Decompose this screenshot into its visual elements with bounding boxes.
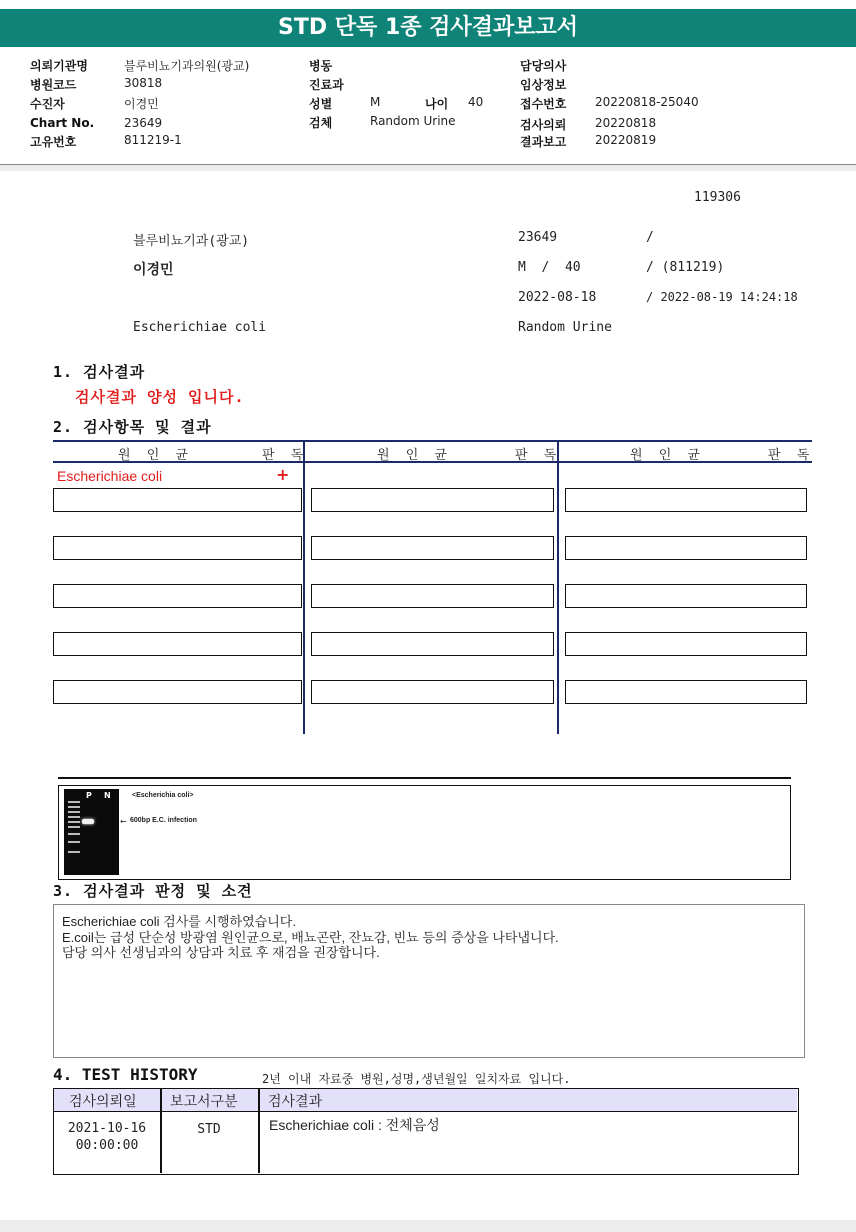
history-row-date: 2021-10-16: [67, 1121, 147, 1136]
gel-ladder-band: [68, 801, 80, 803]
result-cell: [311, 680, 554, 704]
summary-name: 이경민: [133, 262, 174, 278]
section-1-title: 1. 검사결과: [53, 363, 146, 381]
summary-request-date: 2022-08-18: [518, 290, 597, 305]
label-age: 나이: [425, 97, 449, 111]
result-cell: [311, 488, 554, 512]
opinion-line-2: E.coil는 급성 단순성 방광염 원인균으로, 배뇨곤란, 잔뇨감, 빈뇨 등의 증상을 나타냅니다.: [62, 930, 559, 945]
summary-sex-age: M / 40: [518, 260, 581, 275]
label-report-date: 결과보고: [520, 135, 567, 149]
gel-annotation: 600bp E.C. infection: [130, 817, 197, 824]
report-number: 119306: [694, 190, 741, 205]
history-note: 2년 이내 자료중 병원,성명,생년월일 일치자료 입니다.: [262, 1072, 571, 1086]
gel-ladder-band: [68, 851, 80, 853]
summary-slash: /: [646, 230, 654, 245]
gel-image-frame: [58, 785, 791, 880]
opinion-line-3: 담당 의사 선생님과의 상담과 치료 후 재검을 권장합니다.: [62, 945, 380, 960]
header-shade: [0, 165, 856, 171]
result-cell: [53, 680, 302, 704]
label-sex: 성별: [309, 97, 333, 111]
result-cell: [565, 584, 807, 608]
gel-arrow-icon: ←: [120, 817, 127, 826]
gel-ladder-band: [68, 816, 80, 818]
result-cell: [53, 584, 302, 608]
history-row-result: Escherichiae coli : 전체음성: [269, 1117, 440, 1133]
label-institution: 의뢰기관명: [30, 59, 88, 73]
history-header-date: 검사의뢰일: [69, 1093, 137, 1109]
summary-hospital: 블루비뇨기과(광교): [133, 234, 250, 249]
result-cell: [311, 536, 554, 560]
col-header-pathogen-2: 원 인 균: [377, 448, 453, 463]
gel-ladder-band: [68, 841, 80, 843]
gel-ladder-band: [68, 826, 80, 828]
result-cell: [565, 488, 807, 512]
gel-title: <Escherichia coli>: [132, 792, 194, 799]
value-sex: M: [370, 95, 381, 109]
history-col-divider: [258, 1089, 260, 1173]
col-header-pathogen-1: 원 인 균: [118, 448, 194, 463]
history-header-result: 검사결과: [268, 1093, 323, 1109]
label-receipt-no: 접수번호: [520, 97, 567, 111]
value-specimen: Random Urine: [370, 114, 456, 128]
gel-ladder-band: [68, 806, 80, 808]
history-header-type: 보고서구분: [170, 1093, 238, 1109]
section-4-title: 4. TEST HISTORY: [53, 1065, 198, 1084]
gel-ladder-band: [68, 821, 80, 823]
value-age: 40: [468, 95, 484, 109]
label-patient: 수진자: [30, 97, 65, 111]
label-request-date: 검사의뢰: [520, 118, 567, 132]
gel-ladder-band: [68, 833, 80, 835]
history-row-type: STD: [197, 1122, 221, 1137]
section-3-title: 3. 검사결과 판정 및 소견: [53, 882, 253, 900]
result-cell: [565, 632, 807, 656]
result-cell: [53, 632, 302, 656]
result-positive-mark: +: [276, 465, 290, 484]
table-divider-1: [303, 440, 305, 734]
result-organism-name: Escherichiae coli: [57, 468, 163, 484]
value-hospital-code: 30818: [124, 76, 163, 90]
report-title: STD 단독 1종 검사결과보고서: [0, 9, 856, 47]
gel-divider: [58, 777, 791, 779]
gel-lane-n: N: [104, 791, 111, 800]
value-receipt-no: 20220818-25040: [595, 95, 699, 109]
label-doctor: 담당의사: [520, 59, 567, 73]
gel-ladder-band: [68, 811, 80, 813]
label-department: 진료과: [309, 78, 344, 92]
summary-report-datetime: / 2022-08-19 14:24:18: [646, 290, 798, 304]
label-unique-no: 고유번호: [30, 135, 77, 149]
col-header-judge-1: 판 독: [262, 448, 310, 463]
result-cell: [311, 584, 554, 608]
section-2-title: 2. 검사항목 및 결과: [53, 418, 212, 436]
summary-specimen: Random Urine: [518, 320, 612, 335]
summary-chart: 23649: [518, 230, 558, 245]
gel-lane-p: P: [86, 791, 92, 800]
label-chart-no: Chart No.: [30, 116, 95, 130]
col-header-pathogen-3: 원 인 균: [630, 448, 706, 463]
history-table-header: [54, 1089, 797, 1112]
summary-organism: Escherichiae coli: [133, 320, 267, 335]
value-patient: 이경민: [124, 97, 159, 111]
label-specimen: 검체: [309, 116, 333, 130]
history-table: [53, 1088, 799, 1175]
gel-electrophoresis-image: [64, 789, 119, 875]
gel-positive-band: [82, 819, 94, 824]
value-institution: 블루비뇨기과의원(광교): [124, 59, 250, 73]
value-request-date: 20220818: [595, 116, 657, 130]
value-unique-no: 811219-1: [124, 133, 182, 147]
history-row-time: 00:00:00: [75, 1138, 139, 1153]
value-chart-no: 23649: [124, 116, 163, 130]
table-divider-2: [557, 440, 559, 734]
value-report-date: 20220819: [595, 133, 657, 147]
positive-result-text: 검사결과 양성 입니다.: [75, 388, 245, 406]
label-hospital-code: 병원코드: [30, 78, 77, 92]
result-cell: [53, 488, 302, 512]
summary-birth-id: / (811219): [646, 260, 725, 275]
label-ward: 병동: [309, 59, 333, 73]
label-clinical-info: 임상정보: [520, 78, 567, 92]
table-top-rule: [53, 440, 812, 442]
result-cell: [53, 536, 302, 560]
footer-shade: [0, 1220, 856, 1232]
result-cell: [565, 536, 807, 560]
col-header-judge-3: 판 독: [768, 448, 816, 463]
result-cell: [311, 632, 554, 656]
opinion-line-1: Escherichiae coli 검사를 시행하였습니다.: [62, 914, 296, 929]
col-header-judge-2: 판 독: [515, 448, 563, 463]
result-cell: [565, 680, 807, 704]
